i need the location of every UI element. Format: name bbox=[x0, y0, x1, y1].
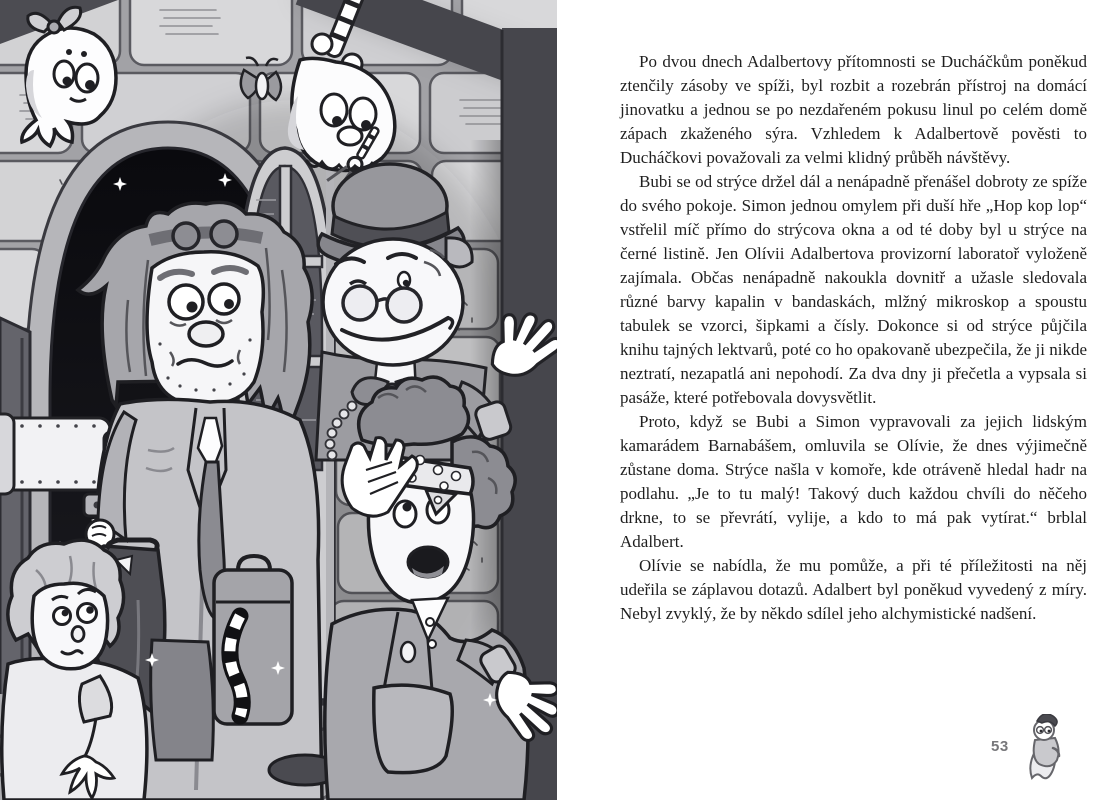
ghost-mascot-icon bbox=[1023, 714, 1067, 786]
trouser-leg bbox=[151, 640, 214, 760]
text-column bbox=[620, 50, 1087, 626]
paragraph: Proto, když se Bubi a Simon vypravovali za jejich lidským kamarádem Barnabášem, omluvila se Olívie, že dnes výjimečně zůstane doma. Strýce našla v komoře, kde otráveně hledal hadr na podlahu. „Je to tu malý! Takový duch každou chvíli do něčeho drkne, to se převrátí, vylije, a kdo to má pak vytírat.“ brblal Adalbert. bbox=[620, 412, 1087, 551]
paragraph: Bubi se od strýce držel dál a nenápadně přenášel dobroty ze spíže do svého pokoje. Simon jednou omylem při duší hře „Hop kop lop“ vstřelil míč přímo do strýcova okna a od té doby byl u strýce na černé listině. Jen Olívii Adalbertova provizorní laboratoř vyloženě zajímala. Občas nenápadně nakoukla dovnitř a užasle sledovala různé barvy kapalin v bandaskách, mlžný mikroskop a spoustu tabulek se vzorci, šipkami a čísly. Dokonce si od strýce půjčila knihu tajných lektvarů, poté co ho opakovaně ubezpečila, že ji nikde neztratí, nezapatlá ani nepohodí. Za dva dny ji přečetla a vypsala si pasáže, které potřebovala dovysvětlit. bbox=[620, 172, 1087, 407]
suitcase bbox=[214, 556, 292, 724]
page-number: 53 bbox=[991, 738, 1009, 755]
paragraph: Olívie se nabídla, že mu pomůže, a při té příležitosti na něj udeřila se záplavou dotazů. Adalbert byl poněkud vyvedený z míry. Nebyl zvyklý, že by někdo sdílel jeho alchymistické nadšení. bbox=[620, 556, 1087, 623]
text-page bbox=[557, 0, 1105, 800]
paragraph: Po dvou dnech Adalbertovy přítomnosti se Ducháčkům poněkud ztenčily zásoby ve spíži, byl rozbit a rozebrán přístroj na domácí jinovatku a jednou se po nezdařeném pokusu linul po celém domě zápach zkaženého sýra. Vzhledem k Adalbertově pověsti to Ducháčkovi považovali za velmi klidný průběh návštěvy. bbox=[620, 52, 1087, 167]
page-footer bbox=[985, 712, 1105, 798]
